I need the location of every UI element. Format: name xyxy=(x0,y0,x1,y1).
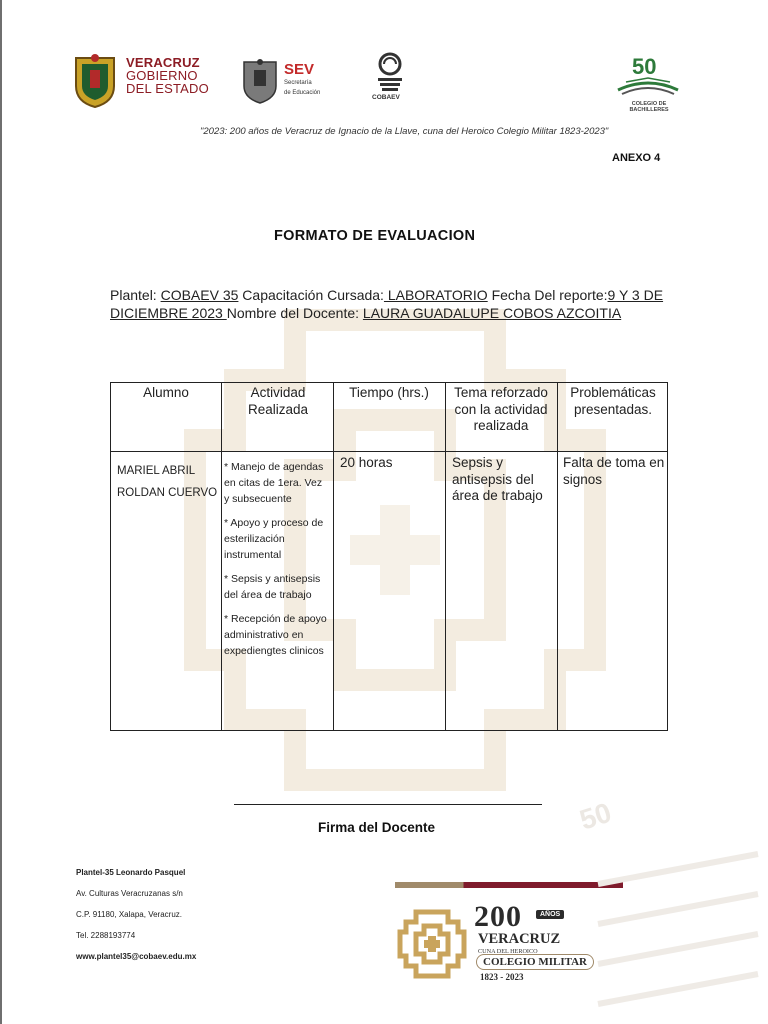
veracruz-word: VERACRUZ xyxy=(126,55,200,70)
veracruz-pattern-watermark xyxy=(575,764,768,1024)
footer-contact xyxy=(76,868,196,973)
activities-list xyxy=(224,459,330,667)
sev-subtitle-1: Secretaría xyxy=(284,80,312,86)
time-value: 20 horas xyxy=(340,455,393,470)
plantel-value: COBAEV 35 xyxy=(160,287,239,303)
veracruz-government-logo xyxy=(72,52,212,112)
fifty-years-logo xyxy=(612,52,684,112)
cobaev-wordmark: COBAEV xyxy=(372,94,400,101)
capacitacion-label: Capacitación Cursada: xyxy=(238,287,384,303)
page-title: FORMATO DE EVALUACION xyxy=(274,228,476,244)
header-actividad: Actividad Realizada xyxy=(247,385,309,417)
footer-web: www.plantel35@cobaev.edu.mx xyxy=(76,952,197,961)
anniversary-cuna: CUNA DEL HEROICO xyxy=(478,948,538,955)
activity-item: * Sepsis y antisepsis del área de trabajo xyxy=(224,573,321,601)
fecha-value: 9 Y 3 DE DICIEMBRE 2023 xyxy=(110,287,664,321)
anniversary-state: VERACRUZ xyxy=(478,931,561,947)
activity-item: * Recepción de apoyo administrativo en expediengtes clinicos xyxy=(224,613,327,657)
gobierno-word: GOBIERNO xyxy=(126,68,198,83)
fecha-label: Fecha Del reporte: xyxy=(487,287,608,303)
bicentennial-emblem-icon xyxy=(396,908,468,980)
activity-item: * Manejo de agendas en citas de 1era. Vez y subsecuente xyxy=(224,461,324,505)
footer-cp: C.P. 91180, Xalapa, Veracruz. xyxy=(76,910,182,919)
svg-text:50: 50 xyxy=(575,796,616,836)
fifty-number: 50 xyxy=(632,54,657,79)
page-edge xyxy=(0,0,2,1024)
docente-value: LAURA GUADALUPE COBOS AZCOITIA xyxy=(362,304,622,321)
intro-paragraph xyxy=(110,287,670,322)
anniversary-number: 200 xyxy=(474,900,522,933)
signature-line xyxy=(234,804,542,805)
anniversary-colegio: COLEGIO MILITAR xyxy=(476,954,594,970)
col-divider xyxy=(445,383,446,730)
header-problematicas: Problemáticas presentadas. xyxy=(570,385,656,417)
sev-wordmark xyxy=(284,62,320,97)
col-divider xyxy=(557,383,558,730)
footer-phone: Tel. 2288193774 xyxy=(76,931,136,940)
header-tema: Tema reforzado con la actividad realizada xyxy=(454,385,548,433)
header-motto: "2023: 200 años de Veracruz de Ignacio de la Llave, cuna del Heroico Colegio Militar 1823-2023" xyxy=(200,126,609,137)
anniversary-anos-badge: AÑOS xyxy=(536,910,564,919)
header-alumno: Alumno xyxy=(143,385,189,400)
del-estado-word: DEL ESTADO xyxy=(126,81,209,96)
problems-value: Falta de toma en signos xyxy=(563,455,665,487)
signature-label: Firma del Docente xyxy=(318,820,436,835)
docente-label: Nombre del Docente: xyxy=(226,304,363,321)
veracruz-wordmark xyxy=(126,56,209,95)
sev-subtitle-2: de Educación xyxy=(284,90,321,96)
plantel-label: Plantel: xyxy=(110,287,161,303)
header-tiempo: Tiempo (hrs.) xyxy=(349,385,429,400)
footer-plantel: Plantel-35 Leonardo Pasquel xyxy=(76,868,186,877)
row-divider xyxy=(111,451,667,452)
footer-address: Av. Culturas Veracruzanas s/n xyxy=(76,889,183,898)
col-divider xyxy=(221,383,222,730)
col-divider xyxy=(333,383,334,730)
topic-value: Sepsis y antisepsis del área de trabajo xyxy=(452,455,543,503)
sev-logo xyxy=(240,58,340,108)
sev-acronym: SEV xyxy=(284,61,315,78)
capacitacion-value: LABORATORIO xyxy=(383,287,488,303)
cobaev-logo xyxy=(370,52,410,110)
bicentennial-logo xyxy=(396,900,606,986)
evaluation-table xyxy=(110,382,668,731)
anniversary-years: 1823 - 2023 xyxy=(480,972,524,982)
activity-item: * Apoyo y proceso de esterilización instrumental xyxy=(224,517,324,561)
fifty-label: COLEGIO DE BACHILLERES xyxy=(629,101,669,113)
student-name: MARIEL ABRIL ROLDAN CUERVO xyxy=(117,465,218,499)
annex-label: ANEXO 4 xyxy=(612,152,661,164)
